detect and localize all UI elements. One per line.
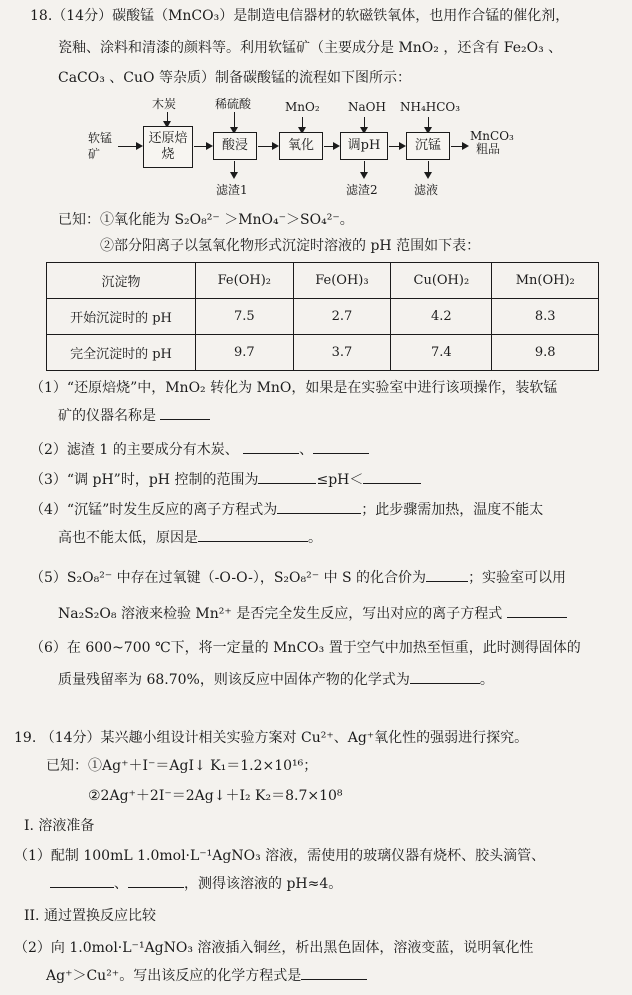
- table-header-cell: 沉淀物: [47, 263, 196, 299]
- arrow-down-3: [302, 117, 303, 132]
- arrow-down-4: [364, 117, 365, 132]
- q18-part5-text-a: （5）S₂O₈²⁻ 中存在过氧键（-O-O-），S₂O₈²⁻ 中 S 的化合价为: [30, 570, 427, 586]
- table-cell: 7.5: [196, 299, 294, 335]
- table-cell: 开始沉淀时的 pH: [47, 299, 196, 335]
- q18-part4-text-c: 高也不能太低，原因是: [58, 530, 198, 546]
- q18-part6-end: 。: [479, 672, 494, 688]
- q19-section-1: I. 溶液准备: [24, 818, 95, 834]
- flow-box-mn-precipitation: 沉锰: [406, 132, 450, 160]
- table-header-row: [47, 263, 599, 299]
- answer-blank[interactable]: [363, 483, 421, 484]
- arrow-down-1: [167, 112, 168, 126]
- answer-blank[interactable]: [277, 513, 361, 514]
- table-cell: 9.7: [196, 335, 294, 371]
- q18-part3: [30, 470, 421, 490]
- flow-bottom-label-2: 滤渣2: [346, 183, 378, 197]
- q18-part6-line2: [58, 670, 494, 690]
- q18-header-line1: 18.（14分）碳酸锰（MnCO₃）是制造电信器材的软磁铁氧体，也用作合锰的催化剂，: [30, 8, 570, 24]
- ph-table: [46, 262, 599, 371]
- q19-section-2: II. 通过置换反应比较: [24, 908, 156, 924]
- arrow-filter-1: [234, 161, 235, 177]
- q18-part4-text-a: （4）“沉锰”时发生反应的离子方程式为: [30, 502, 278, 518]
- table-cell: 7.4: [391, 335, 492, 371]
- table-cell: 9.8: [492, 335, 599, 371]
- flow-box-adjust-ph: 调pH: [340, 132, 388, 160]
- arrow-right-0: [118, 146, 141, 147]
- q19-part1-end: ，测得该溶液的 pH≈4。: [184, 876, 343, 892]
- arrow-right-2: [258, 146, 277, 147]
- table-header-cell: Fe(OH)₂: [196, 263, 294, 299]
- table-header-cell: Cu(OH)₂: [391, 263, 492, 299]
- flow-end-label: [470, 130, 514, 156]
- arrow-down-5: [428, 117, 429, 132]
- flow-end-formula: MnCO₃: [470, 129, 514, 143]
- flow-top-label-2: 稀硫酸: [215, 97, 252, 111]
- arrow-right-5: [451, 146, 467, 147]
- q18-part3-text-a: （3）“调 pH”时，pH 控制的范围为: [30, 472, 259, 488]
- q18-part4-line1: [30, 500, 543, 520]
- arrow-right-3: [324, 146, 338, 147]
- flow-top-label-4: NaOH: [348, 100, 386, 114]
- q19-header: 19. （14分）某兴趣小组设计相关实验方案对 Cu²⁺、Ag⁺氧化性的强弱进行探究。: [14, 730, 529, 746]
- q18-part2-text: （2）滤渣 1 的主要成分有木炭、: [30, 442, 239, 458]
- q18-part1-line1: （1）“还原焙烧”中，MnO₂ 转化为 MnO，如果是在实验室中进行该项操作，装软锰: [30, 380, 558, 396]
- q18-header-line2: 瓷釉、涂料和清漆的颜料等。利用软锰矿（主要成分是 MnO₂ ，还含有 Fe₂O₃ 、: [58, 40, 563, 56]
- arrow-filter-2: [364, 161, 365, 177]
- q18-known-2: ②部分阳离子以氢氧化物形式沉淀时溶液的 pH 范围如下表：: [100, 238, 481, 254]
- q18-part1-text: 矿的仪器名称是: [58, 408, 156, 424]
- q19-part1-line1: （1）配制 100mL 1.0mol·L⁻¹AgNO₃ 溶液，需使用的玻璃仪器有烧杯、胶头滴管、: [14, 848, 546, 864]
- q18-known-1: 已知：①氧化能为 S₂O₈²⁻ ＞MnO₄⁻＞SO₄²⁻。: [58, 212, 354, 228]
- q18-part6-line1: （6）在 600~700 ℃下，将一定量的 MnCO₃ 置于空气中加热至恒重，此时测得固体的: [30, 640, 581, 656]
- flow-bottom-label-1: 滤渣1: [216, 183, 248, 197]
- q18-part5-text-b: ；实验室可以用: [468, 570, 567, 586]
- q18-part2: （2）滤渣 1 的主要成分有木炭、 、: [30, 440, 369, 460]
- answer-blank[interactable]: [243, 453, 299, 454]
- q18-part6-text: 质量残留率为 68.70%，则该反应中固体产物的化学式为: [58, 672, 410, 688]
- flow-top-label-1: 木炭: [152, 97, 177, 111]
- table-header-cell: Fe(OH)₃: [293, 263, 391, 299]
- answer-blank[interactable]: [258, 483, 316, 484]
- flow-bottom-label-3: 滤液: [414, 183, 439, 197]
- table-cell: 4.2: [391, 299, 492, 335]
- flow-top-label-3: MnO₂: [285, 100, 320, 114]
- table-cell: 8.3: [492, 299, 599, 335]
- q18-part4-text-b: ；此步骤需加热，温度不能太: [361, 502, 544, 518]
- answer-blank[interactable]: [301, 979, 367, 980]
- answer-blank[interactable]: [507, 617, 567, 618]
- q19-known-2: ②2Ag⁺＋2I⁻＝2Ag↓＋I₂ K₂＝8.7×10⁸: [88, 788, 343, 804]
- answer-blank[interactable]: [198, 541, 308, 542]
- q18-part3-text-b: ≤pH＜: [316, 472, 364, 488]
- flow-box-acid-leach: 酸浸: [213, 132, 257, 160]
- table-header-cell: Mn(OH)₂: [492, 263, 599, 299]
- table-cell: 2.7: [293, 299, 391, 335]
- arrow-down-2: [234, 112, 235, 132]
- answer-blank[interactable]: [410, 683, 480, 684]
- table-cell: 3.7: [293, 335, 391, 371]
- answer-blank[interactable]: [426, 581, 468, 582]
- q18-header-line3: CaCO₃ 、CuO 等杂质）制备碳酸锰的流程如下图所示：: [58, 70, 411, 86]
- flow-box-reduction-roasting: 还原焙烧: [143, 126, 193, 168]
- q18-part4-line2: [58, 528, 322, 548]
- q19-part1-line2: [50, 874, 342, 894]
- q18-part5-text-c: Na₂S₂O₈ 溶液来检验 Mn²⁺ 是否完全发生反应，写出对应的离子方程式: [58, 606, 503, 622]
- answer-blank[interactable]: [313, 453, 369, 454]
- q19-part2-line1: （2）向 1.0mol·L⁻¹AgNO₃ 溶液插入铜丝，析出黑色固体，溶液变蓝，说明氧化性: [14, 940, 534, 956]
- table-row: [47, 335, 599, 371]
- q19-part1-sep: 、: [114, 876, 128, 892]
- q19-known-1: 已知：①Ag⁺＋I⁻＝AgI↓ K₁＝1.2×10¹⁶；: [46, 758, 318, 774]
- arrow-right-1: [194, 146, 211, 147]
- q18-part1-line2: [58, 406, 210, 426]
- q18-part5-line1: [30, 568, 566, 588]
- answer-blank[interactable]: [160, 419, 210, 420]
- q19-part2-text: Ag⁺＞Cu²⁺。写出该反应的化学方程式是: [46, 968, 302, 984]
- flow-end-subtitle: 粗品: [476, 142, 501, 156]
- table-cell: 完全沉淀时的 pH: [47, 335, 196, 371]
- table-row: [47, 299, 599, 335]
- flow-start-label: 软锰矿: [88, 131, 113, 161]
- q19-part2-line2: [46, 966, 367, 986]
- flow-box-oxidation: 氧化: [279, 132, 323, 160]
- answer-blank[interactable]: [128, 887, 184, 888]
- arrow-right-4: [389, 146, 404, 147]
- q18-part4-end: 。: [308, 530, 322, 546]
- answer-blank[interactable]: [50, 887, 114, 888]
- flow-top-label-5: NH₄HCO₃: [400, 100, 461, 114]
- q18-part5-line2: [58, 604, 567, 624]
- arrow-filter-3: [428, 161, 429, 177]
